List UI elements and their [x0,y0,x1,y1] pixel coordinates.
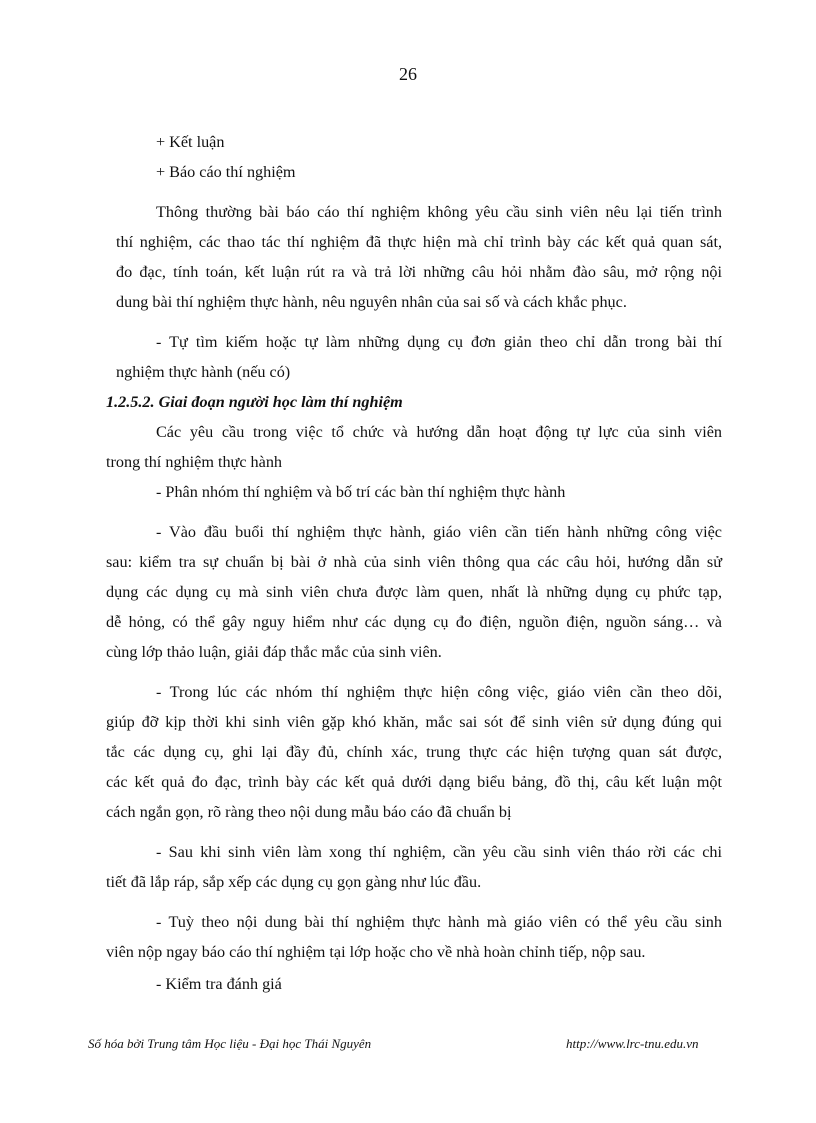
text-line: nghiệm thực hành (nếu có) [116,363,291,381]
footer-credit: Số hóa bởi Trung tâm Học liệu - Đại học Thái Nguyên [88,1036,372,1051]
text-line: + Kết luận [156,133,225,151]
text-line: các kết quả đo đạc, trình bày các kết quả dưới dạng biểu bảng, đồ thị, câu kết luận một [106,773,722,791]
text-line: thí nghiệm, các thao tác thí nghiệm đã thực hiện mà chỉ trình bày các kết quả quan sát, [116,233,722,251]
text-line: + Báo cáo thí nghiệm [156,163,296,181]
text-line: dung bài thí nghiệm thực hành, nêu nguyên nhân của sai số và cách khắc phục. [116,293,627,311]
text-line: trong thí nghiệm thực hành [106,453,283,471]
text-line: - Tự tìm kiếm hoặc tự làm những dụng cụ đơn giản theo chỉ dẫn trong bài thí [156,333,722,351]
footer-url[interactable]: http://www.lrc-tnu.edu.vn [566,1036,699,1051]
text-line: - Phân nhóm thí nghiệm và bố trí các bàn thí nghiệm thực hành [156,483,566,501]
section-heading: 1.2.5.2. Giai đoạn người học làm thí nghiệm [106,393,403,411]
text-line: - Tuỳ theo nội dung bài thí nghiệm thực hành mà giáo viên có thể yêu cầu sinh [156,913,722,931]
text-line: Các yêu cầu trong việc tổ chức và hướng dẫn hoạt động tự lực của sinh viên [156,423,722,441]
text-line: sau: kiểm tra sự chuẩn bị bài ở nhà của sinh viên thông qua các câu hỏi, hướng dẫn sử [106,553,722,571]
text-line: cách ngắn gọn, rõ ràng theo nội dung mẫu báo cáo đã chuẩn bị [106,803,512,821]
text-line: - Vào đầu buổi thí nghiệm thực hành, giáo viên cần tiến hành những công việc [156,523,722,541]
text-line: dễ hỏng, có thể gây nguy hiểm như các dụng cụ đo điện, nguồn điện, nguồn sáng… và [106,613,722,631]
text-line: - Sau khi sinh viên làm xong thí nghiệm, cần yêu cầu sinh viên tháo rời các chi [156,843,722,861]
text-line: tắc các dụng cụ, ghi lại đầy đủ, chính xác, trung thực các hiện tượng quan sát được, [106,743,722,761]
text-line: tiết đã lắp ráp, sắp xếp các dụng cụ gọn gàng như lúc đầu. [106,873,482,891]
text-line: - Kiểm tra đánh giá [156,975,282,993]
text-line: đo đạc, tính toán, kết luận rút ra và trả lời những câu hỏi nhằm đào sâu, mở rộng nội [116,263,722,281]
text-line: Thông thường bài báo cáo thí nghiệm không yêu cầu sinh viên nêu lại tiến trình [156,203,722,221]
text-line: viên nộp ngay báo cáo thí nghiệm tại lớp hoặc cho về nhà hoàn chỉnh tiếp, nộp sau. [106,943,646,961]
text-line: - Trong lúc các nhóm thí nghiệm thực hiện công việc, giáo viên cần theo dõi, [156,683,722,701]
text-line: giúp đỡ kịp thời khi sinh viên gặp khó khăn, mắc sai sót để sinh viên sử dụng đúng qui [106,713,722,731]
text-line: cùng lớp thảo luận, giải đáp thắc mắc của sinh viên. [106,643,442,661]
page-number: 26 [399,64,417,84]
text-line: dụng các dụng cụ mà sinh viên chưa được làm quen, nhất là những dụng cụ phức tạp, [106,583,722,601]
